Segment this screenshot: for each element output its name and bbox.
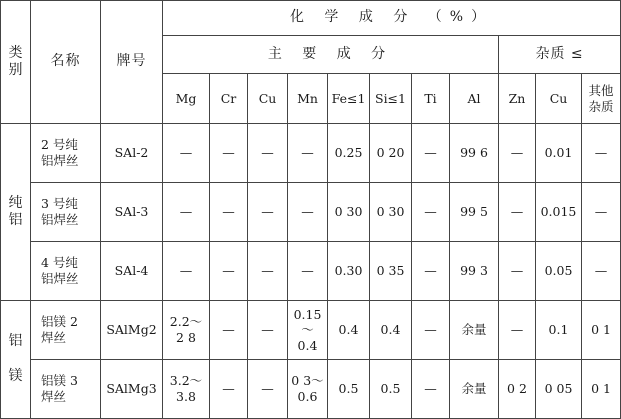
header-category: 类 别 [1, 1, 31, 124]
header-element-6: Ti [412, 74, 450, 124]
value-cell: — [499, 301, 536, 360]
value-cell: 99 6 [450, 124, 499, 183]
value-cell: 99 5 [450, 183, 499, 242]
value-cell: — [288, 242, 328, 301]
header-element-3: Mn [288, 74, 328, 124]
value-cell: — [210, 242, 248, 301]
table-row [1, 301, 621, 360]
value-cell: 0.4 [370, 301, 412, 360]
value-cell: — [412, 301, 450, 360]
value-cell: 0 1 [582, 301, 621, 360]
name-cell: 2 号纯 铝焊丝 [31, 124, 101, 183]
value-cell: 3.2～ 3.8 [163, 360, 210, 419]
header-grade: 牌号 [101, 1, 163, 124]
header-element-8: Zn [499, 74, 536, 124]
table-row [1, 242, 621, 301]
value-cell: 余量 [450, 360, 499, 419]
value-cell: — [499, 124, 536, 183]
value-cell: — [412, 124, 450, 183]
value-cell: 0.30 [328, 242, 370, 301]
value-cell: — [288, 124, 328, 183]
value-cell: 0 20 [370, 124, 412, 183]
value-cell: 0 3～ 0.6 [288, 360, 328, 419]
value-cell: — [210, 360, 248, 419]
value-cell: 0.015 [536, 183, 582, 242]
grade-cell: SAl-3 [101, 183, 163, 242]
value-cell: 0 05 [536, 360, 582, 419]
table-row [1, 183, 621, 242]
header-element-0: Mg [163, 74, 210, 124]
value-cell: 0.05 [536, 242, 582, 301]
value-cell: 0 1 [582, 360, 621, 419]
value-cell: — [412, 183, 450, 242]
value-cell: 0.15～ 0.4 [288, 301, 328, 360]
value-cell: — [499, 183, 536, 242]
value-cell: 2.2～ 2 8 [163, 301, 210, 360]
header-element-7: Al [450, 74, 499, 124]
value-cell: 0 30 [370, 183, 412, 242]
header-element-10: 其他 杂质 [582, 74, 621, 124]
category-cell: 铝 镁 [1, 301, 31, 419]
value-cell: — [210, 124, 248, 183]
value-cell: 0.5 [370, 360, 412, 419]
header-element-9: Cu [536, 74, 582, 124]
value-cell: — [248, 124, 288, 183]
table-row [1, 360, 621, 419]
value-cell: — [248, 360, 288, 419]
value-cell: — [582, 242, 621, 301]
value-cell: 99 3 [450, 242, 499, 301]
grade-cell: SAl-4 [101, 242, 163, 301]
header-main-components: 主 要 成 分 [163, 36, 499, 74]
value-cell: — [210, 301, 248, 360]
value-cell: — [582, 183, 621, 242]
header-impurities: 杂质 ≤ [499, 36, 621, 74]
value-cell: 0.1 [536, 301, 582, 360]
value-cell: — [288, 183, 328, 242]
category-cell: 纯 铝 [1, 124, 31, 301]
name-cell: 铝镁 3 焊丝 [31, 360, 101, 419]
value-cell: — [582, 124, 621, 183]
name-cell: 铝镁 2 焊丝 [31, 301, 101, 360]
value-cell: 0 2 [499, 360, 536, 419]
header-element-4: Fe≤1 [328, 74, 370, 124]
value-cell: 余量 [450, 301, 499, 360]
value-cell: — [248, 242, 288, 301]
value-cell: — [163, 124, 210, 183]
name-cell: 4 号纯 铝焊丝 [31, 242, 101, 301]
value-cell: — [412, 242, 450, 301]
value-cell: — [210, 183, 248, 242]
table-row [1, 124, 621, 183]
header-composition: 化 学 成 分 （%） [163, 1, 621, 36]
header-element-5: Si≤1 [370, 74, 412, 124]
grade-cell: SAl-2 [101, 124, 163, 183]
name-cell: 3 号纯 铝焊丝 [31, 183, 101, 242]
grade-cell: SAlMg3 [101, 360, 163, 419]
header-element-2: Cu [248, 74, 288, 124]
value-cell: — [248, 183, 288, 242]
header-name: 名称 [31, 1, 101, 124]
value-cell: — [499, 242, 536, 301]
value-cell: 0.01 [536, 124, 582, 183]
value-cell: — [163, 242, 210, 301]
value-cell: 0.25 [328, 124, 370, 183]
value-cell: 0 30 [328, 183, 370, 242]
value-cell: — [163, 183, 210, 242]
value-cell: — [412, 360, 450, 419]
grade-cell: SAlMg2 [101, 301, 163, 360]
value-cell: — [248, 301, 288, 360]
value-cell: 0.4 [328, 301, 370, 360]
value-cell: 0.5 [328, 360, 370, 419]
header-element-1: Cr [210, 74, 248, 124]
value-cell: 0 35 [370, 242, 412, 301]
